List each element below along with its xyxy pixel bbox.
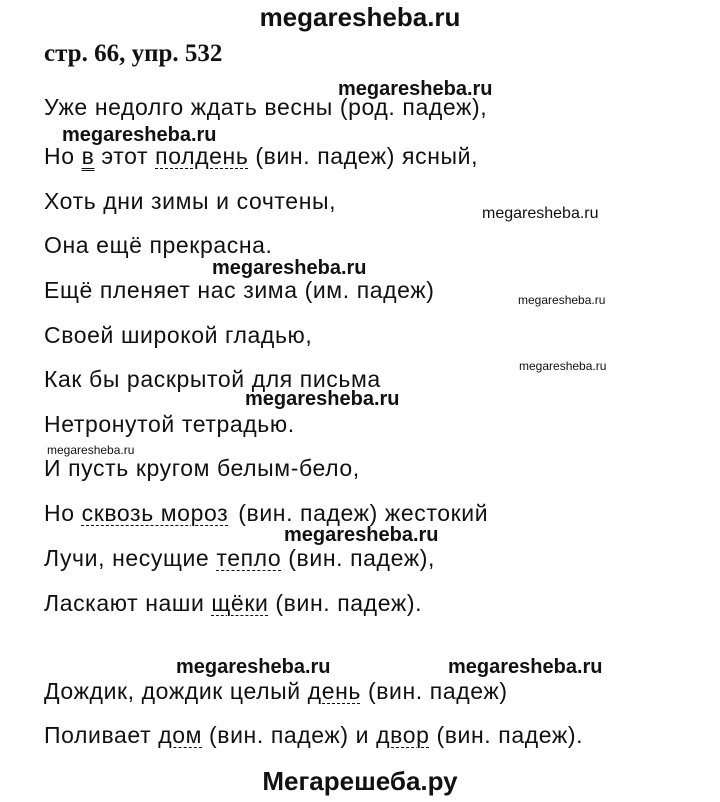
text-fragment: (вин. падеж), bbox=[281, 545, 435, 571]
watermark: megaresheba.ru bbox=[47, 443, 135, 457]
poem-line-13 bbox=[44, 678, 508, 705]
watermark: megaresheba.ru bbox=[284, 524, 439, 546]
poem-line-14 bbox=[44, 722, 583, 749]
underlined-word: полдень bbox=[155, 143, 249, 169]
underlined-word: в bbox=[81, 143, 95, 169]
poem-line-12 bbox=[44, 590, 422, 617]
underlined-word: двор bbox=[376, 722, 430, 748]
poem-line-2 bbox=[44, 143, 478, 170]
text-fragment: Ласкают наши bbox=[44, 590, 212, 616]
text-fragment: этот bbox=[94, 143, 156, 169]
watermark: megaresheba.ru bbox=[519, 359, 607, 373]
site-footer: Мегарешеба.ру bbox=[262, 766, 458, 796]
text-fragment: (вин. падеж). bbox=[429, 722, 584, 748]
underlined-word: день bbox=[307, 678, 361, 704]
text-fragment: (вин. падеж) жестокий bbox=[238, 500, 489, 526]
text-fragment: (вин. падеж). bbox=[268, 590, 423, 616]
underlined-word: сквозь мороз bbox=[81, 500, 229, 526]
poem-line-1: Уже недолго ждать весны (род. падеж), bbox=[44, 94, 488, 120]
watermark: megaresheba.ru bbox=[518, 293, 606, 307]
text-fragment: Но bbox=[44, 143, 82, 169]
poem-line-6: Своей широкой гладью, bbox=[44, 322, 313, 348]
watermark: megaresheba.ru bbox=[176, 656, 331, 678]
poem-line-10 bbox=[44, 500, 488, 527]
poem-line-8: Нетронутой тетрадью. bbox=[44, 411, 295, 437]
underlined-word: дом bbox=[158, 722, 203, 748]
text-fragment: Дождик, дождик целый bbox=[44, 678, 308, 704]
poem-line-3: Хоть дни зимы и сочтены, bbox=[44, 188, 337, 214]
text-fragment: Поливает bbox=[44, 722, 159, 748]
poem-line-11 bbox=[44, 545, 435, 572]
poem-line-9: И пусть кругом белым-бело, bbox=[44, 455, 360, 481]
poem-line-7: Как бы раскрытой для письма bbox=[44, 366, 381, 392]
underlined-word: щёки bbox=[211, 590, 269, 616]
site-header: megaresheba.ru bbox=[259, 2, 461, 32]
watermark: megaresheba.ru bbox=[482, 205, 599, 222]
text-fragment: (вин. падеж) и bbox=[202, 722, 377, 748]
text-fragment: Но bbox=[44, 500, 82, 526]
text-fragment: (вин. падеж) bbox=[360, 678, 508, 704]
text-fragment: (вин. падеж) ясный, bbox=[248, 143, 479, 169]
poem-line-4: Она ещё прекрасна. bbox=[44, 232, 273, 258]
watermark: megaresheba.ru bbox=[212, 257, 367, 279]
exercise-heading: стр. 66, упр. 532 bbox=[44, 40, 223, 67]
poem-line-5: Ещё пленяет нас зима (им. падеж) bbox=[44, 277, 435, 303]
watermark: megaresheba.ru bbox=[62, 124, 217, 146]
underlined-word: тепло bbox=[216, 545, 282, 571]
watermark: megaresheba.ru bbox=[448, 656, 603, 678]
watermark: megaresheba.ru bbox=[245, 388, 400, 410]
text-fragment: Лучи, несущие bbox=[44, 545, 217, 571]
watermark: megaresheba.ru bbox=[338, 78, 493, 100]
